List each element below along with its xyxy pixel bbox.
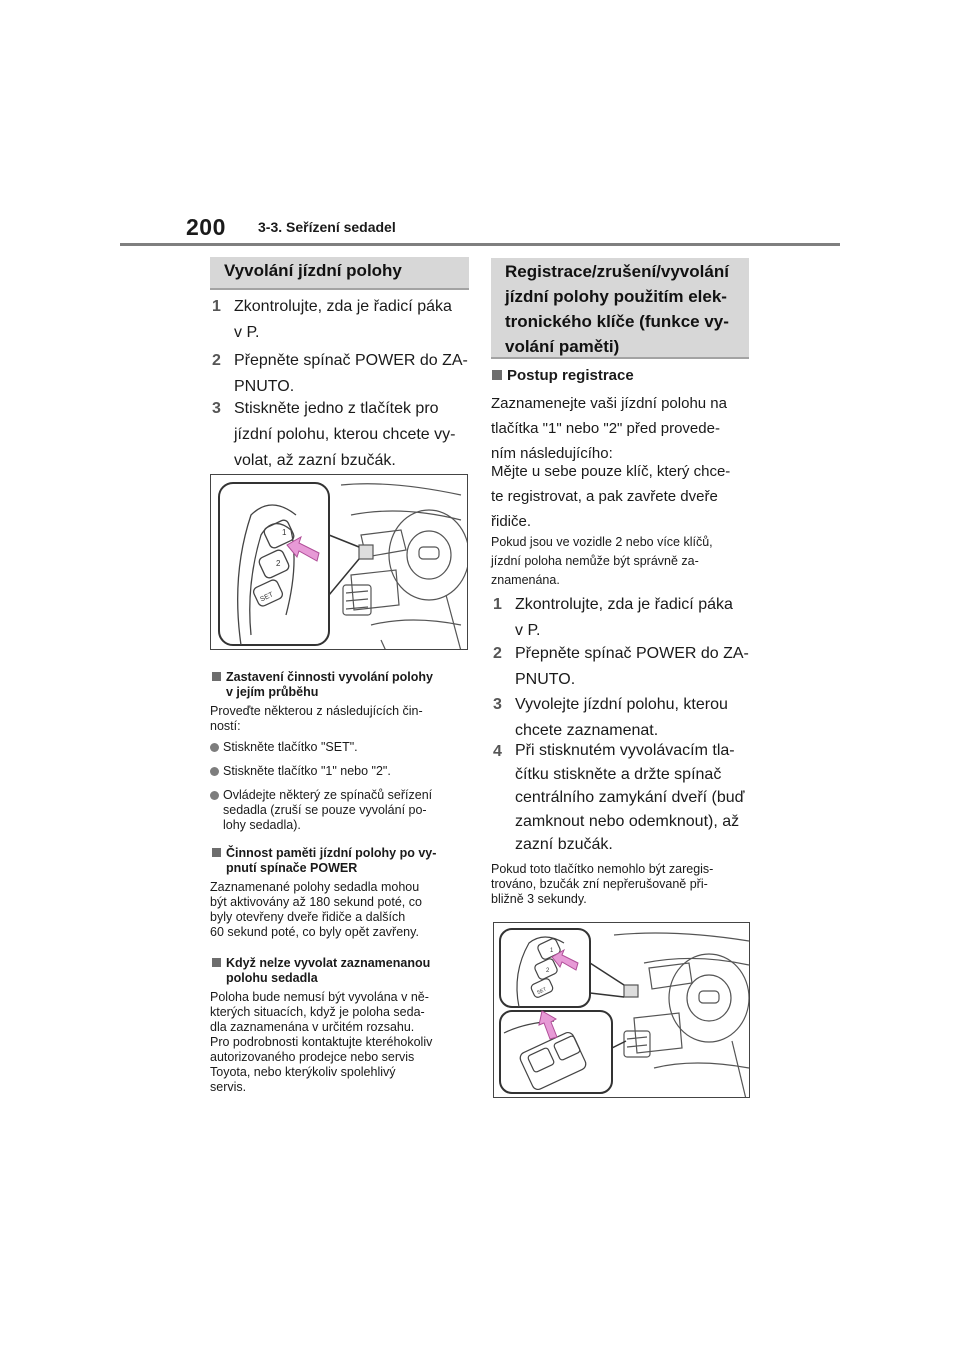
right-step-1 <box>493 592 755 644</box>
step-text: Přepněte spínač POWER do ZA- PNUTO. <box>234 352 468 395</box>
btn-1-label: 1 <box>282 528 287 537</box>
step-number: 1 <box>212 298 221 315</box>
memory-and-lock-switch-illustration <box>493 922 750 1098</box>
btn-2-label: 2 <box>276 559 281 568</box>
registration-para-2: Mějte u sebe pouze klíč, který chce- te registrovat, a pak zavřete dveře řidiče. <box>491 463 731 530</box>
left-step-3 <box>212 396 472 474</box>
btn-2-label: 2 <box>546 968 550 974</box>
left-step-1 <box>212 294 472 346</box>
square-bullet-icon <box>212 848 221 857</box>
btn-set-label: SET <box>259 591 275 604</box>
step-number: 3 <box>493 696 502 713</box>
step-number: 2 <box>493 645 502 662</box>
subheading-memory-after-power-off: Činnost paměti jízdní polohy po vy- pnutí spínače POWER <box>212 846 474 876</box>
square-bullet-icon <box>212 958 221 967</box>
step-text: Přepněte spínač POWER do ZA- PNUTO. <box>515 645 749 688</box>
step-text: Vyvolejte jízdní polohu, kterou chcete zaznamenat. <box>515 696 728 739</box>
btn-1-label: 1 <box>550 948 554 954</box>
heading-electronic-key-memory: Registrace/zrušení/vyvolání jízdní polohy použitím elek- tronického klíče (funkce vy- volání paměti) <box>491 258 749 359</box>
step-text: Při stisknutém vyvolávacím tla- čítku stiskněte a držte spínač centrálního zamykání dveří (buď zamknout nebo odemknout), až zazní bzučák. <box>515 742 745 853</box>
section-title: 3-3. Seřízení sedadel <box>258 219 396 235</box>
step-text: Zkontrolujte, zda je řadicí páka v P. <box>515 596 733 639</box>
bullet-item: Ovládejte některý ze spínačů seřízení sedadla (zruší se pouze vyvolání po- lohy sedadla). <box>210 788 472 834</box>
cannot-recall-body: Poloha bude nemusí být vyvolána v ně- kterých situacích, když je poloha seda- dla zaznamenána v určitém rozsahu. Pro podrobnosti kontaktujte kteréhokoliv autorizovaného prodejce nebo servis Toyota, nebo kterýkoliv spolehlivý servis. <box>210 990 433 1094</box>
registration-para-1: Zaznamenejte vaši jízdní polohu na tlačítka "1" nebo "2" před provede- ním následujícího: <box>491 395 727 462</box>
page-number: 200 <box>186 214 226 240</box>
memory-buttons-illustration <box>210 474 468 650</box>
registration-note: Pokud jsou ve vozidle 2 nebo více klíčů, jízdní poloha nemůže být správně za- znamenána. <box>491 535 713 587</box>
registration-failure-note: Pokud toto tlačítko nemohlo být zaregis- trováno, bzučák zní nepřerušovaně při- bližně 3 sekundy. <box>491 862 714 906</box>
bullet-item: Stiskněte tlačítko "SET". <box>210 740 472 756</box>
bullet-dot-icon <box>210 767 219 776</box>
step-number: 2 <box>212 352 221 369</box>
memory-after-power-off-body: Zaznamenané polohy sedadla mohou být aktivovány až 180 sekund poté, co byly otevřeny dveře řidiče a dalších 60 sekund poté, co byly opět zavřeny. <box>210 880 422 939</box>
step-number: 1 <box>493 596 502 613</box>
square-bullet-icon <box>212 672 221 681</box>
right-step-4 <box>493 739 755 859</box>
square-bullet-icon <box>492 370 502 380</box>
stop-recall-intro: Proveďte některou z následujících čin- ností: <box>210 704 423 733</box>
header-rule <box>120 243 840 246</box>
bullet-item: Stiskněte tlačítko "1" nebo "2". <box>210 764 472 780</box>
step-text: Stiskněte jedno z tlačítek pro jízdní polohu, kterou chcete vy- volat, až zazní bzučák. <box>234 400 456 469</box>
bullet-dot-icon <box>210 743 219 752</box>
subheading-registration-procedure: Postup registrace <box>492 367 752 384</box>
right-step-3 <box>493 692 755 744</box>
heading-recall-position: Vyvolání jízdní polohy <box>210 257 469 290</box>
subheading-cannot-recall: Když nelze vyvolat zaznamenanou polohu sedadla <box>212 956 474 986</box>
right-step-2 <box>493 641 755 693</box>
step-number: 3 <box>212 400 221 417</box>
btn-set-label: SET <box>536 986 548 997</box>
subheading-stop-recall: Zastavení činnosti vyvolání polohy v jejím průběhu <box>212 670 472 700</box>
step-number: 4 <box>493 743 502 760</box>
bullet-dot-icon <box>210 791 219 800</box>
left-step-2 <box>212 348 472 400</box>
step-text: Zkontrolujte, zda je řadicí páka v P. <box>234 298 452 341</box>
